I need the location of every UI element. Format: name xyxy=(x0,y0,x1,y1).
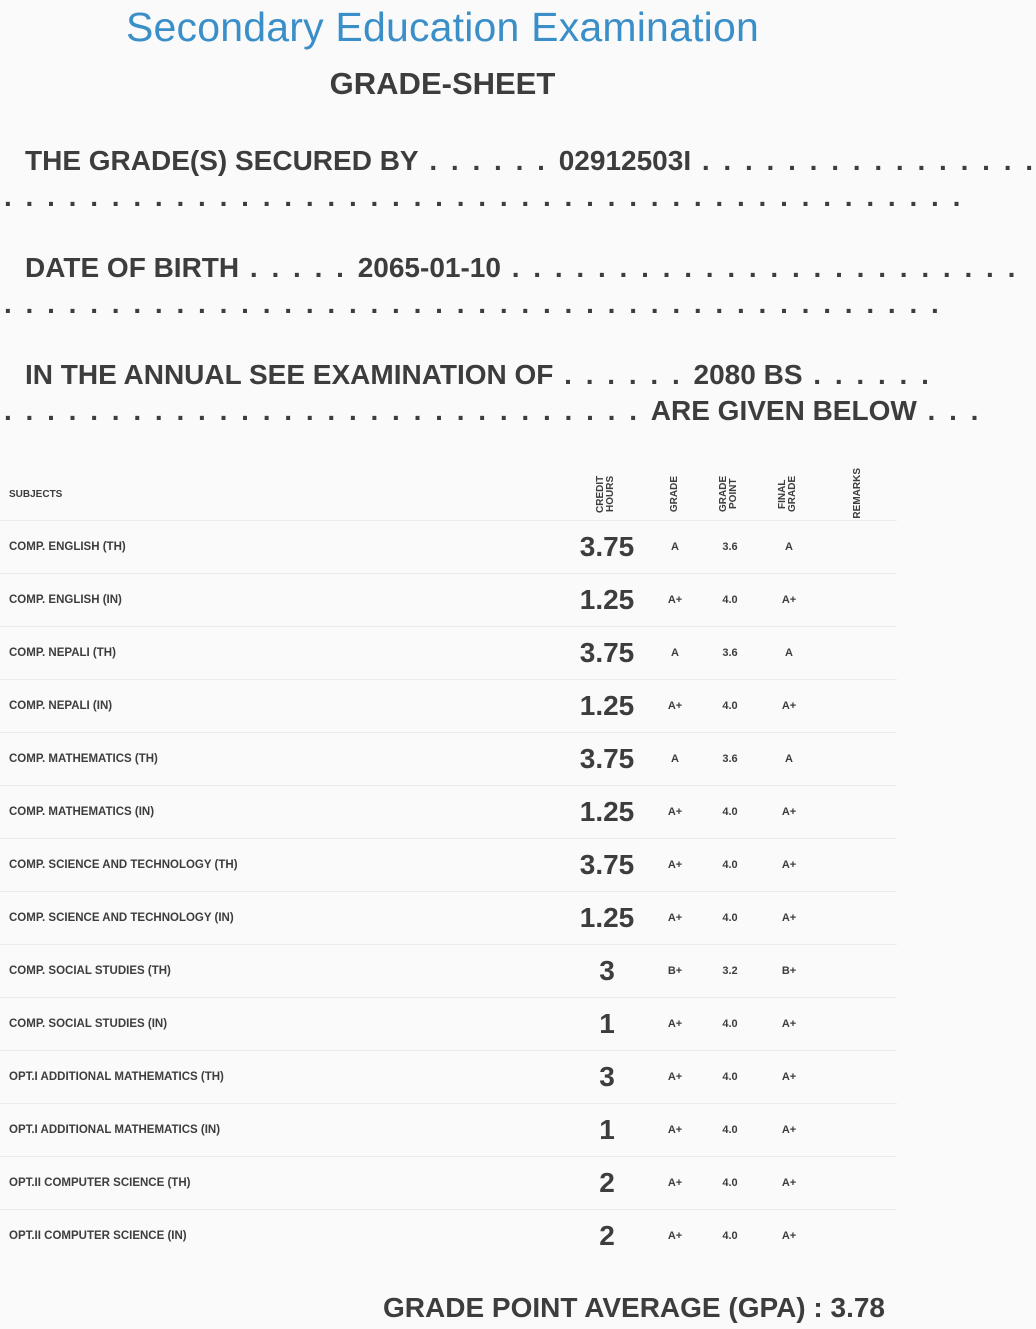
grade-point-cell: 4.0 xyxy=(701,786,759,839)
remarks-cell xyxy=(819,945,897,998)
credit-hours-cell: 2 xyxy=(565,1157,649,1210)
symbol-number-value: 02912503I xyxy=(558,145,692,176)
remarks-cell xyxy=(819,892,897,945)
credit-hours-cell: 1.25 xyxy=(565,574,649,627)
credit-hours-cell: 3 xyxy=(565,945,649,998)
final-grade-cell: A+ xyxy=(759,892,819,945)
final-grade-cell: A+ xyxy=(759,1157,819,1210)
credit-hours-cell: 3.75 xyxy=(565,627,649,680)
subject-cell: COMP. NEPALI (IN) xyxy=(0,680,565,733)
remarks-cell xyxy=(819,521,897,574)
subject-cell: OPT.I ADDITIONAL MATHEMATICS (IN) xyxy=(0,1104,565,1157)
table-row xyxy=(0,521,897,574)
header-grade-point: GRADE POINT xyxy=(718,475,739,513)
credit-hours-cell: 3.75 xyxy=(565,521,649,574)
remarks-cell xyxy=(819,733,897,786)
final-grade-cell: A+ xyxy=(759,839,819,892)
credit-hours-cell: 3.75 xyxy=(565,839,649,892)
table-row xyxy=(0,1210,897,1263)
grade-point-cell: 3.2 xyxy=(701,945,759,998)
subject-cell: COMP. ENGLISH (IN) xyxy=(0,574,565,627)
table-row xyxy=(0,1104,897,1157)
grade-point-cell: 3.6 xyxy=(701,733,759,786)
header-final-grade: FINAL GRADE xyxy=(777,475,798,513)
remarks-cell xyxy=(819,574,897,627)
subject-cell: COMP. SOCIAL STUDIES (TH) xyxy=(0,945,565,998)
exam-statement: IN THE ANNUAL SEE EXAMINATION OF . . . . . . 2080 BS . . . . . . . . . . . . . . . . . . . . . . . . . . . . . . . . . . . . ARE GIVEN BELOW . . . xyxy=(4,359,982,426)
gpa-summary: GRADE POINT AVERAGE (GPA) : 3.78 xyxy=(383,1292,885,1323)
grade-cell: A+ xyxy=(649,892,701,945)
table-row xyxy=(0,1157,897,1210)
grade-point-cell: 3.6 xyxy=(701,521,759,574)
remarks-cell xyxy=(819,839,897,892)
dob-label: DATE OF BIRTH xyxy=(25,252,240,283)
grade-cell: A+ xyxy=(649,680,701,733)
final-grade-cell: A+ xyxy=(759,998,819,1051)
credit-hours-cell: 1 xyxy=(565,1104,649,1157)
subject-cell: COMP. ENGLISH (TH) xyxy=(0,521,565,574)
final-grade-cell: A xyxy=(759,733,819,786)
table-row xyxy=(0,733,897,786)
credit-hours-cell: 3 xyxy=(565,1051,649,1104)
table-row xyxy=(0,680,897,733)
remarks-cell xyxy=(819,1157,897,1210)
grade-point-cell: 4.0 xyxy=(701,998,759,1051)
secured-by-statement: THE GRADE(S) SECURED BY . . . . . . 02912503I . . . . . . . . . . . . . . . . . . . . . . . . . . . . . . . . . . . . . . . . . . . . . . . . . . . . . . . . . . . . . xyxy=(4,145,1036,212)
grade-cell: A+ xyxy=(649,1210,701,1263)
grade-point-cell: 4.0 xyxy=(701,1210,759,1263)
table-row xyxy=(0,627,897,680)
subject-cell: COMP. NEPALI (TH) xyxy=(0,627,565,680)
subject-cell: OPT.II COMPUTER SCIENCE (TH) xyxy=(0,1157,565,1210)
final-grade-cell: A+ xyxy=(759,1210,819,1263)
final-grade-cell: B+ xyxy=(759,945,819,998)
grade-cell: A+ xyxy=(649,998,701,1051)
header-remarks: REMARKS xyxy=(852,468,863,519)
table-row xyxy=(0,786,897,839)
grade-cell: B+ xyxy=(649,945,701,998)
subject-cell: COMP. MATHEMATICS (IN) xyxy=(0,786,565,839)
table-row xyxy=(0,892,897,945)
remarks-cell xyxy=(819,680,897,733)
final-grade-cell: A+ xyxy=(759,1104,819,1157)
final-grade-cell: A+ xyxy=(759,680,819,733)
subject-cell: OPT.I ADDITIONAL MATHEMATICS (TH) xyxy=(0,1051,565,1104)
exam-suffix: ARE GIVEN BELOW xyxy=(650,395,917,426)
final-grade-cell: A+ xyxy=(759,1051,819,1104)
subject-cell: COMP. SCIENCE AND TECHNOLOGY (IN) xyxy=(0,892,565,945)
grade-point-cell: 4.0 xyxy=(701,574,759,627)
credit-hours-cell: 3.75 xyxy=(565,733,649,786)
remarks-cell xyxy=(819,1051,897,1104)
header-subjects: SUBJECTS xyxy=(9,488,63,500)
grade-cell: A+ xyxy=(649,1051,701,1104)
subject-cell: COMP. MATHEMATICS (TH) xyxy=(0,733,565,786)
remarks-cell xyxy=(819,1104,897,1157)
table-row xyxy=(0,574,897,627)
grade-cell: A xyxy=(649,521,701,574)
credit-hours-cell: 1 xyxy=(565,998,649,1051)
grade-cell: A+ xyxy=(649,786,701,839)
header-grade: GRADE xyxy=(669,475,680,513)
credit-hours-cell: 1.25 xyxy=(565,680,649,733)
grade-cell: A+ xyxy=(649,1157,701,1210)
final-grade-cell: A xyxy=(759,521,819,574)
grade-point-cell: 4.0 xyxy=(701,839,759,892)
grade-cell: A xyxy=(649,627,701,680)
credit-hours-cell: 2 xyxy=(565,1210,649,1263)
grade-point-cell: 4.0 xyxy=(701,1051,759,1104)
remarks-cell xyxy=(819,1210,897,1263)
exam-label: IN THE ANNUAL SEE EXAMINATION OF xyxy=(25,359,554,390)
grade-cell: A xyxy=(649,733,701,786)
grades-table xyxy=(0,468,897,1262)
grade-point-cell: 4.0 xyxy=(701,892,759,945)
final-grade-cell: A+ xyxy=(759,786,819,839)
subject-cell: OPT.II COMPUTER SCIENCE (IN) xyxy=(0,1210,565,1263)
table-header-row xyxy=(0,468,897,521)
table-row xyxy=(0,1051,897,1104)
grade-cell: A+ xyxy=(649,574,701,627)
grade-cell: A+ xyxy=(649,1104,701,1157)
grade-point-cell: 4.0 xyxy=(701,1157,759,1210)
final-grade-cell: A xyxy=(759,627,819,680)
final-grade-cell: A+ xyxy=(759,574,819,627)
table-row xyxy=(0,945,897,998)
table-row xyxy=(0,839,897,892)
remarks-cell xyxy=(819,627,897,680)
dob-statement: DATE OF BIRTH . . . . . 2065-01-10 . . . . . . . . . . . . . . . . . . . . . . . . . . . . . . . . . . . . . . . . . . . . . . . . . . . . . . . . . . . . . . . . . . . . xyxy=(4,252,1019,319)
credit-hours-cell: 1.25 xyxy=(565,786,649,839)
header-credit-hours: CREDIT HOURS xyxy=(595,475,616,513)
secured-by-label: THE GRADE(S) SECURED BY xyxy=(25,145,419,176)
table-row xyxy=(0,998,897,1051)
exam-title: Secondary Education Examination xyxy=(126,4,759,50)
grade-sheet-heading: GRADE-SHEET xyxy=(329,66,556,101)
credit-hours-cell: 1.25 xyxy=(565,892,649,945)
subject-cell: COMP. SCIENCE AND TECHNOLOGY (TH) xyxy=(0,839,565,892)
grade-point-cell: 3.6 xyxy=(701,627,759,680)
exam-year-value: 2080 BS xyxy=(693,359,803,390)
remarks-cell xyxy=(819,998,897,1051)
grade-cell: A+ xyxy=(649,839,701,892)
grade-point-cell: 4.0 xyxy=(701,1104,759,1157)
grade-point-cell: 4.0 xyxy=(701,680,759,733)
dob-value: 2065-01-10 xyxy=(357,252,501,283)
subject-cell: COMP. SOCIAL STUDIES (IN) xyxy=(0,998,565,1051)
remarks-cell xyxy=(819,786,897,839)
